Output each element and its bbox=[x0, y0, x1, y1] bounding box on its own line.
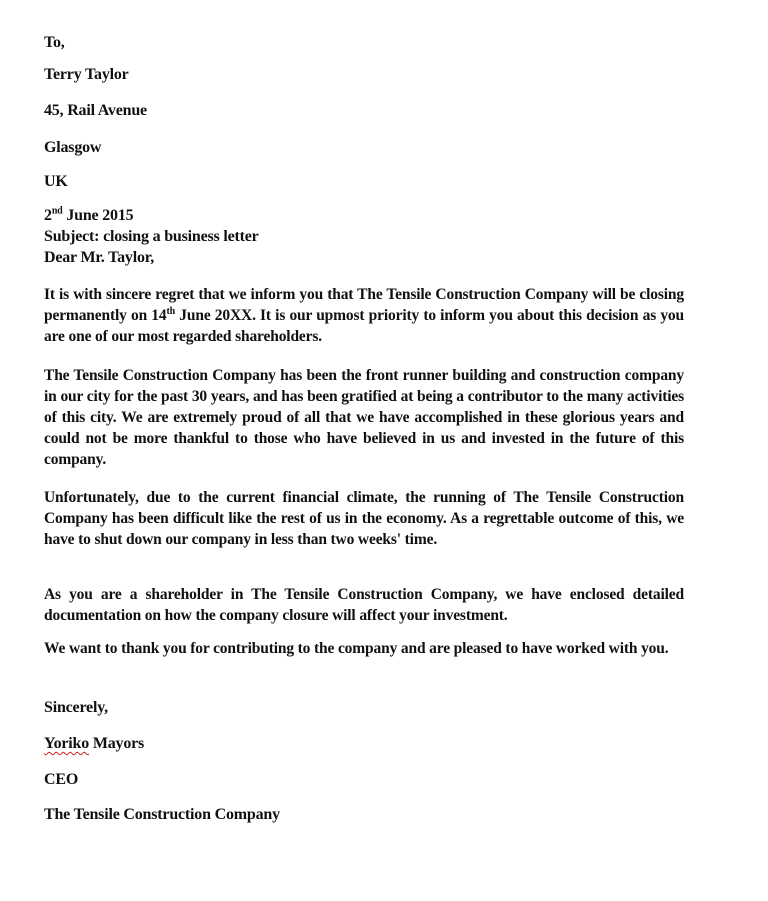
paragraph-3-text: Unfortunately, due to the current financial climate, the running of The Tensile Construction Company has been difficult like the rest of us in the economy. As a regrettable outcome of this, we have to shut down our company in less than two weeks' time. bbox=[44, 489, 684, 548]
paragraph-2-text: The Tensile Construction Company has been the front runner building and construction company in our city for the past 30 years, and has been gratified at being a contributor to the many activities of this city. We are extremely proud of all that we have accomplished in these glorious years and could not be more thankful to those who have believed in us and invested in the future of this company. bbox=[44, 367, 684, 468]
paragraph-3 bbox=[44, 487, 684, 550]
closing: Sincerely, bbox=[44, 699, 108, 716]
date-rest: June 2015 bbox=[62, 207, 134, 224]
signature-last-name: Mayors bbox=[89, 735, 145, 752]
letter-date bbox=[44, 205, 133, 226]
signature-name bbox=[44, 733, 144, 754]
to-line: To, bbox=[44, 34, 65, 51]
greeting: Dear Mr. Taylor, bbox=[44, 249, 154, 266]
recipient-street: 45, Rail Avenue bbox=[44, 102, 147, 119]
signature-first-name: Yoriko bbox=[44, 735, 90, 752]
subject-line: Subject: closing a business letter bbox=[44, 228, 259, 245]
paragraph-1-start: It is with sincere regret that we inform you that The Tensile Construction Company will be closing permanently on 14 bbox=[44, 286, 684, 324]
recipient-name: Terry Taylor bbox=[44, 66, 129, 83]
signature-title: CEO bbox=[44, 771, 79, 788]
signature-company: The Tensile Construction Company bbox=[44, 806, 280, 823]
paragraph-1 bbox=[44, 284, 684, 347]
recipient-country: UK bbox=[44, 173, 68, 190]
paragraph-4-text: As you are a shareholder in The Tensile Construction Company, we have enclosed detailed documentation on how the company closure will affect your investment. bbox=[44, 586, 684, 624]
paragraph-4 bbox=[44, 584, 684, 626]
recipient-city: Glasgow bbox=[44, 139, 102, 156]
paragraph-2 bbox=[44, 365, 684, 470]
date-day: 2 bbox=[44, 207, 52, 224]
paragraph-1-sup: th bbox=[166, 305, 176, 317]
paragraph-5-text: We want to thank you for contributing to the company and are pleased to have worked with you. bbox=[44, 640, 669, 657]
paragraph-1-end: June 20XX. It is our upmost priority to inform you about this decision as you are one of our most regarded shareholders. bbox=[44, 307, 684, 345]
date-day-suffix: nd bbox=[51, 205, 63, 217]
paragraph-5 bbox=[44, 638, 684, 659]
